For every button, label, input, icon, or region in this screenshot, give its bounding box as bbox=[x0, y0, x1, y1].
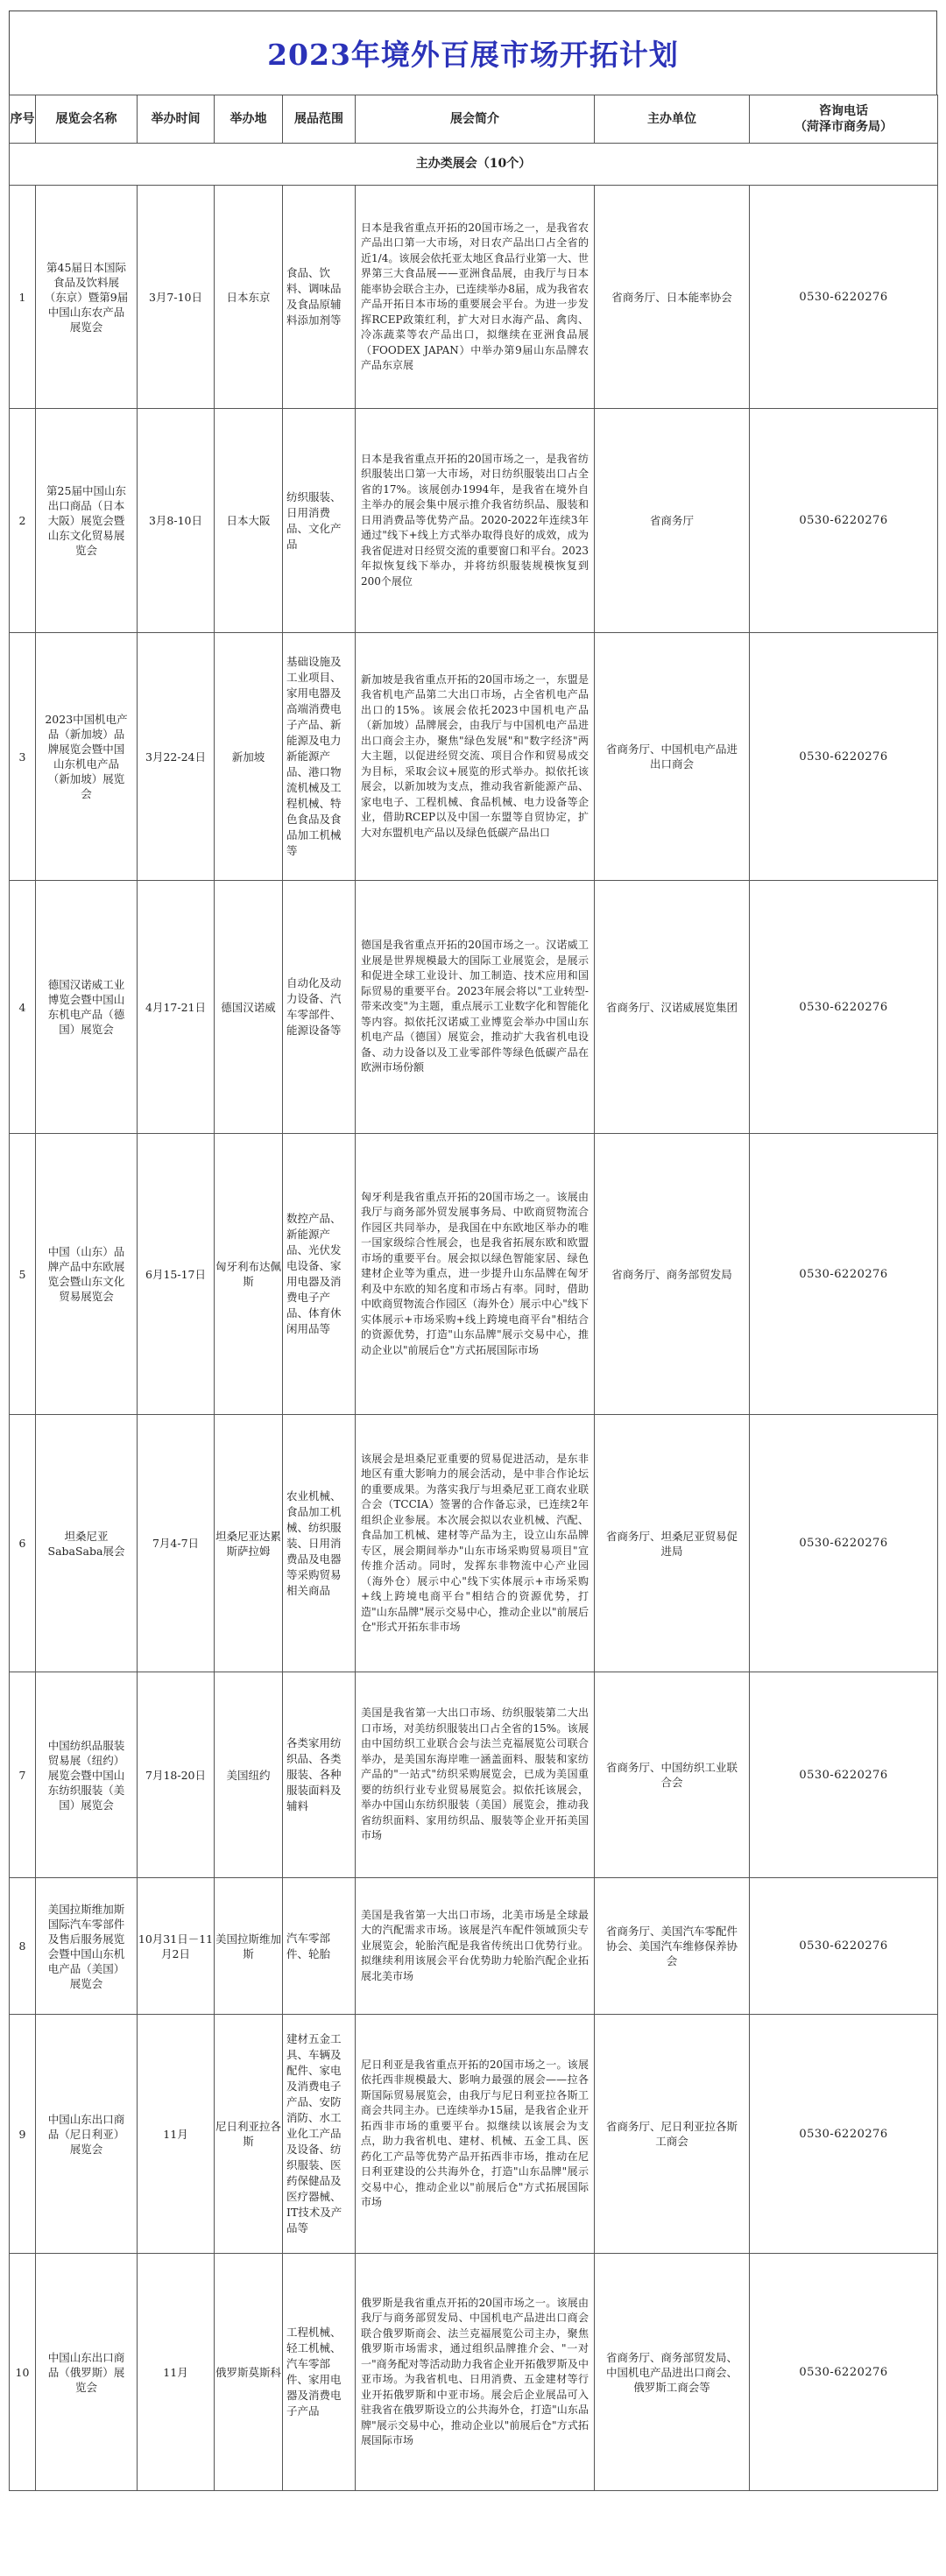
organizer: 省商务厅、美国汽车零配件协会、美国汽车维修保养协会 bbox=[595, 1878, 750, 2015]
exhibition-intro: 日本是我省重点开拓的20国市场之一，是我省纺织服装出口第一大市场，对日纺织服装出口占全省的17%。该展创办1994年，是我省在境外自主举办的展会集中展示推介我省纺织品、服装和日用消费品等优势产品。2020-2022年连续3年通过"线下+线上方式举办取得良好的成效，成为我省促进对日经贸交流的重要窗口和平台。2023年拟恢复线下举办，并将纺织服装规模恢复到200个展位 bbox=[356, 409, 595, 633]
document-sheet bbox=[9, 11, 937, 2491]
exhibit-scope: 自动化及动力设备、汽车零部件、能源设备等 bbox=[283, 881, 356, 1134]
header-row bbox=[10, 95, 938, 144]
exhibition-name: 中国（山东）品牌产品中东欧展览会暨山东文化贸易展览会 bbox=[36, 1134, 138, 1415]
header-phone bbox=[750, 95, 938, 144]
exhibition-place: 尼日利亚拉各斯 bbox=[215, 2015, 283, 2254]
exhibition-place: 美国纽约 bbox=[215, 1672, 283, 1878]
header-intro: 展会简介 bbox=[356, 95, 595, 144]
table-row bbox=[10, 1134, 938, 1415]
organizer: 省商务厅、坦桑尼亚贸易促进局 bbox=[595, 1415, 750, 1672]
exhibition-intro: 德国是我省重点开拓的20国市场之一。汉诺威工业展是世界规模最大的国际工业展览会，是展示和促进全球工业设计、加工制造、技术应用和国际贸易的重要平台。2023年展会将以"工业转型-带来改变"为主题，重点展示工业数字化和智能化等内容。拟依托汉诺威工业博览会举办中国山东机电产品（德国）展览会，推动扩大我省机电设备、动力设备以及工业零部件等绿色低碳产品在欧洲市场份额 bbox=[356, 881, 595, 1134]
exhibit-scope: 食品、饮料、调味品及食品原辅料添加剂等 bbox=[283, 186, 356, 409]
exhibition-time: 10月31日－11月2日 bbox=[138, 1878, 215, 2015]
contact-phone: 0530-6220276 bbox=[750, 1672, 938, 1878]
row-index: 5 bbox=[10, 1134, 36, 1415]
section-row bbox=[10, 144, 938, 186]
row-index: 10 bbox=[10, 2254, 36, 2491]
exhibition-intro: 俄罗斯是我省重点开拓的20国市场之一。该展由我厅与商务部贸发局、中国机电产品进出口商会联合俄罗斯商会、法兰克福展览公司主办，聚焦俄罗斯市场需求，通过组织品牌推介会、"一对一"商务配对等活动助力我省企业开拓俄罗斯及中亚市场。为我省机电、日用消费、五金建材等行业开拓俄罗斯和中亚市场。展会后企业展品可入驻我省在俄罗斯设立的公共海外仓，打造"山东品牌"展示交易中心，推动企业以"前展后仓"方式拓展国际市场 bbox=[356, 2254, 595, 2491]
exhibition-intro: 日本是我省重点开拓的20国市场之一，是我省农产品出口第一大市场，对日农产品出口占全省的近1/4。该展会依托亚太地区食品行业第一大、世界第三大食品展——亚洲食品展，由我厅与日本能率协会联合主办，已连续举办8届，成为我省农产品开拓日本市场的重要展会平台。为进一步发挥RCEP政策红利，扩大对日水海产品、禽肉、冷冻蔬菜等农产品出口，拟继续在亚洲食品展（FOODEX JAPAN）中举办第9届山东品牌农产品东京展 bbox=[356, 186, 595, 409]
exhibition-time: 6月15-17日 bbox=[138, 1134, 215, 1415]
table-row bbox=[10, 1878, 938, 2015]
exhibit-scope: 基础设施及工业项目、家用电器及高端消费电子产品、新能源及电力新能源产品、港口物流机械及工程机械、特色食品及食品加工机械等 bbox=[283, 633, 356, 881]
table-row bbox=[10, 409, 938, 633]
row-index: 9 bbox=[10, 2015, 36, 2254]
organizer: 省商务厅、中国机电产品进出口商会 bbox=[595, 633, 750, 881]
table-row bbox=[10, 633, 938, 881]
exhibit-scope: 工程机械、轻工机械、汽车零部件、家用电器及消费电子产品 bbox=[283, 2254, 356, 2491]
organizer: 省商务厅、尼日利亚拉各斯工商会 bbox=[595, 2015, 750, 2254]
header-place: 举办地 bbox=[215, 95, 283, 144]
row-index: 1 bbox=[10, 186, 36, 409]
exhibition-time: 7月18-20日 bbox=[138, 1672, 215, 1878]
contact-phone: 0530-6220276 bbox=[750, 1134, 938, 1415]
contact-phone: 0530-6220276 bbox=[750, 409, 938, 633]
header-phone-subtitle: （菏泽市商务局） bbox=[794, 120, 893, 134]
table-row bbox=[10, 2015, 938, 2254]
exhibition-name: 中国山东出口商品（尼日利亚）展览会 bbox=[36, 2015, 138, 2254]
organizer: 省商务厅、商务部贸发局 bbox=[595, 1134, 750, 1415]
row-index: 2 bbox=[10, 409, 36, 633]
exhibition-time: 7月4-7日 bbox=[138, 1415, 215, 1672]
exhibition-place: 德国汉诺威 bbox=[215, 881, 283, 1134]
exhibition-time: 3月8-10日 bbox=[138, 409, 215, 633]
organizer: 省商务厅、汉诺威展览集团 bbox=[595, 881, 750, 1134]
organizer: 省商务厅、商务部贸发局、中国机电产品进出口商会、俄罗斯工商会等 bbox=[595, 2254, 750, 2491]
exhibit-scope: 数控产品、新能源产品、光伏发电设备、家用电器及消费电子产品、体育休闲用品等 bbox=[283, 1134, 356, 1415]
exhibition-name: 中国纺织品服装贸易展（纽约）展览会暨中国山东纺织服装（美国）展览会 bbox=[36, 1672, 138, 1878]
table-row bbox=[10, 2254, 938, 2491]
contact-phone: 0530-6220276 bbox=[750, 1415, 938, 1672]
header-scope: 展品范围 bbox=[283, 95, 356, 144]
exhibition-intro: 尼日利亚是我省重点开拓的20国市场之一。该展依托西非规模最大、影响力最强的展会——拉各斯国际贸易展览会，由我厅与尼日利亚拉各斯工商会共同主办。已连续举办15届，是我省企业开拓西非市场的重要平台。拟继续以该展会为支点，助力我省机电、建材、机械、五金工具、医药化工产品等优势产品开拓西非市场，推动在尼日利亚建设的公共海外仓，打造"山东品牌"展示交易中心，推动企业以"前展后仓"方式拓展国际市场 bbox=[356, 2015, 595, 2254]
row-index: 4 bbox=[10, 881, 36, 1134]
exhibition-place: 俄罗斯莫斯科 bbox=[215, 2254, 283, 2491]
organizer: 省商务厅 bbox=[595, 409, 750, 633]
contact-phone: 0530-6220276 bbox=[750, 1878, 938, 2015]
exhibit-scope: 农业机械、食品加工机械、纺织服装、日用消费品及电器等采购贸易相关商品 bbox=[283, 1415, 356, 1672]
exhibition-name: 美国拉斯维加斯国际汽车零部件及售后服务展览会暨中国山东机电产品（美国）展览会 bbox=[36, 1878, 138, 2015]
contact-phone: 0530-6220276 bbox=[750, 881, 938, 1134]
exhibition-name: 坦桑尼亚SabaSaba展会 bbox=[36, 1415, 138, 1672]
exhibition-time: 3月7-10日 bbox=[138, 186, 215, 409]
document-title: 2023年境外百展市场开拓计划 bbox=[267, 38, 679, 72]
header-organizer: 主办单位 bbox=[595, 95, 750, 144]
exhibition-time: 4月17-21日 bbox=[138, 881, 215, 1134]
row-index: 3 bbox=[10, 633, 36, 881]
row-index: 6 bbox=[10, 1415, 36, 1672]
exhibition-time: 11月 bbox=[138, 2254, 215, 2491]
exhibition-intro: 美国是我省第一大出口市场、纺织服装第二大出口市场，对美纺织服装出口占全省的15%。该展由中国纺织工业联合会与法兰克福展览公司联合举办，是美国东海岸唯一涵盖面料、服装和家纺产品的"一站式"纺织采购展览会，已成为美国重要的纺织行业专业贸易展览会。拟依托该展会，举办中国山东纺织服装（美国）展览会，推动我省纺织面料、家用纺织品、服装等企业开拓美国市场 bbox=[356, 1672, 595, 1878]
row-index: 8 bbox=[10, 1878, 36, 2015]
exhibition-time: 3月22-24日 bbox=[138, 633, 215, 881]
table-row bbox=[10, 881, 938, 1134]
header-phone-title: 咨询电话 bbox=[819, 104, 868, 118]
exhibition-name: 2023中国机电产品（新加坡）品牌展览会暨中国山东机电产品（新加坡）展览会 bbox=[36, 633, 138, 881]
organizer: 省商务厅、日本能率协会 bbox=[595, 186, 750, 409]
exhibition-intro: 美国是我省第一大出口市场，北美市场是全球最大的汽配需求市场。该展是汽车配件领域顶尖专业展览会，轮胎汽配是我省传统出口优势行业。拟继续利用该展会平台优势助力轮胎汽配企业拓展北美市场 bbox=[356, 1878, 595, 2015]
exhibit-scope: 各类家用纺织品、各类服装、各种服装面料及辅料 bbox=[283, 1672, 356, 1878]
exhibition-name: 中国山东出口商品（俄罗斯）展览会 bbox=[36, 2254, 138, 2491]
contact-phone: 0530-6220276 bbox=[750, 186, 938, 409]
contact-phone: 0530-6220276 bbox=[750, 633, 938, 881]
exhibition-place: 日本东京 bbox=[215, 186, 283, 409]
exhibit-scope: 汽车零部件、轮胎 bbox=[283, 1878, 356, 2015]
organizer: 省商务厅、中国纺织工业联合会 bbox=[595, 1672, 750, 1878]
table-row bbox=[10, 1415, 938, 1672]
table-row bbox=[10, 1672, 938, 1878]
title-box bbox=[9, 11, 937, 95]
section-title: 主办类展会（10个） bbox=[10, 144, 938, 186]
exhibition-intro: 新加坡是我省重点开拓的20国市场之一，东盟是我省机电产品第二大出口市场，占全省机电产品出口的15%。该展会依托2023中国机电产品（新加坡）品牌展会，由我厅与中国机电产品进出口商会主办，聚焦"绿色发展"和"数字经济"两大主题，以促进经贸交流、项目合作和贸易成交为目标，采取会议+展览的形式举办。拟依托该展会，以新加坡为支点，推动我省新能源产品、家电电子、工程机械、食品机械、电力设备等企业，借助RCEP以及中国一东盟等自贸协定，扩大对东盟机电产品以及绿色低碳产品出口 bbox=[356, 633, 595, 881]
table-row bbox=[10, 186, 938, 409]
exhibition-place: 美国拉斯维加斯 bbox=[215, 1878, 283, 2015]
header-name: 展览会名称 bbox=[36, 95, 138, 144]
exhibition-name: 第45届日本国际食品及饮料展（东京）暨第9届中国山东农产品展览会 bbox=[36, 186, 138, 409]
header-index: 序号 bbox=[10, 95, 36, 144]
row-index: 7 bbox=[10, 1672, 36, 1878]
exhibition-intro: 匈牙利是我省重点开拓的20国市场之一。该展由我厅与商务部外贸发展事务局、中欧商贸物流合作园区共同举办，是我国在中东欧地区举办的唯一国家级综合性展会，也是我省拓展东欧和欧盟市场的重要平台。展会拟以绿色智能家居、绿色建材企业等为重点，进一步提升山东品牌在匈牙利及中东欧的知名度和市场占有率。同时，借助中欧商贸物流合作园区（海外仓）展示中心"线下实体展示+市场采购+线上跨境电商平台"相结合的资源优势，打造"山东品牌"展示交易中心，推动企业以"前展后仓"方式拓展国际市场 bbox=[356, 1134, 595, 1415]
exhibition-name: 德国汉诺威工业博览会暨中国山东机电产品（德国）展览会 bbox=[36, 881, 138, 1134]
exhibition-place: 日本大阪 bbox=[215, 409, 283, 633]
exhibition-place: 坦桑尼亚达累斯萨拉姆 bbox=[215, 1415, 283, 1672]
exhibition-table bbox=[9, 95, 938, 2491]
header-time: 举办时间 bbox=[138, 95, 215, 144]
exhibition-place: 新加坡 bbox=[215, 633, 283, 881]
contact-phone: 0530-6220276 bbox=[750, 2254, 938, 2491]
exhibition-time: 11月 bbox=[138, 2015, 215, 2254]
exhibition-name: 第25届中国山东出口商品（日本大阪）展览会暨山东文化贸易展览会 bbox=[36, 409, 138, 633]
exhibit-scope: 纺织服装、日用消费品、文化产品 bbox=[283, 409, 356, 633]
contact-phone: 0530-6220276 bbox=[750, 2015, 938, 2254]
exhibition-intro: 该展会是坦桑尼亚重要的贸易促进活动，是东非地区有重大影响力的展会活动，是中非合作论坛的重要成果。为落实我厅与坦桑尼亚工商农业联合会（TCCIA）签署的合作备忘录，已连续2年组织企业参展。本次展会拟以农业机械、汽配、食品加工机械、建材等产品为主，设立山东品牌专区，展会期间举办"山东市场采购贸易项目"宣传推介活动。同时，发挥东非物流中心产业园（海外仓）展示中心"线下实体展示+市场采购+线上跨境电商平台"相结合的资源优势，打造"山东品牌"展示交易中心，推动企业以"前展后仓"形式开拓东非市场 bbox=[356, 1415, 595, 1672]
exhibit-scope: 建材五金工具、车辆及配件、家电及消费电子产品、安防消防、水工业化工产品及设备、纺织服装、医药保健品及医疗器械、IT技术及产品等 bbox=[283, 2015, 356, 2254]
exhibition-place: 匈牙利布达佩斯 bbox=[215, 1134, 283, 1415]
